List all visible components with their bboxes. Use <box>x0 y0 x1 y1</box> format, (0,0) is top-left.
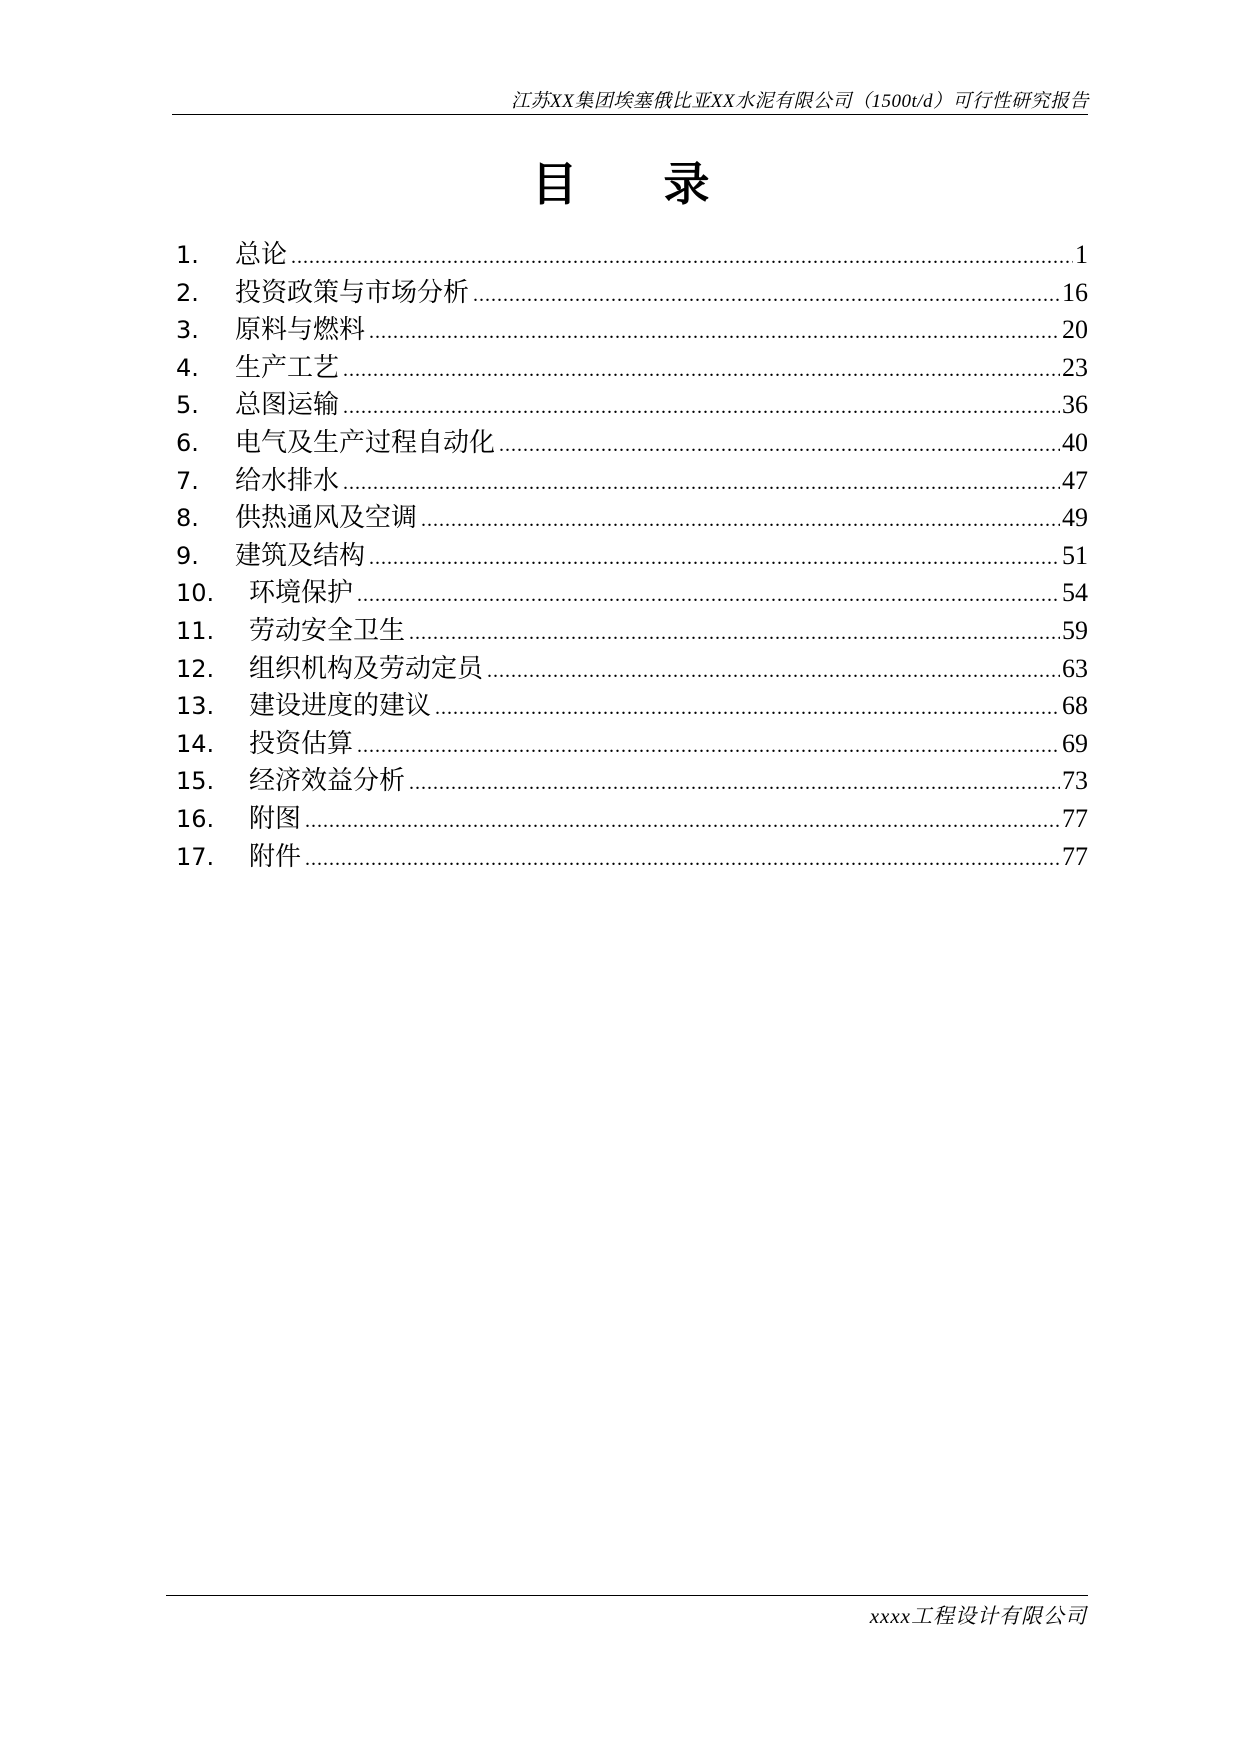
toc-entry-page: 16 <box>1062 277 1088 307</box>
footer-divider <box>166 1595 1088 1596</box>
toc-dot-leader <box>369 540 1060 578</box>
page-title: 目录 <box>531 157 796 211</box>
toc-entry-number: 2. <box>176 278 199 307</box>
toc-entry[interactable] <box>176 499 1088 537</box>
toc-entry-title: 劳动安全卫生 <box>249 615 406 646</box>
toc-dot-leader <box>409 765 1060 803</box>
toc-entry[interactable] <box>176 236 1088 274</box>
toc-dot-leader <box>435 690 1060 728</box>
toc-entry-page: 69 <box>1062 728 1088 758</box>
toc-entry-page: 77 <box>1062 803 1088 833</box>
toc-entry-number: 14. <box>176 729 215 758</box>
toc-entry-number: 12. <box>176 654 215 683</box>
header-text: 江苏XX集团埃塞俄比亚XX水泥有限公司（1500t/d）可行性研究报告 <box>511 91 1089 112</box>
toc-entry[interactable] <box>176 612 1088 650</box>
toc-entry-number: 16. <box>176 804 215 833</box>
toc-entry[interactable] <box>176 424 1088 462</box>
footer-text: xxxx工程设计有限公司 <box>869 1604 1087 1628</box>
toc-entry-title: 总论 <box>235 240 288 270</box>
toc-dot-leader <box>357 728 1060 766</box>
toc-entry-page: 68 <box>1062 691 1088 721</box>
toc-entry-number: 7. <box>176 466 199 495</box>
toc-entry-page: 1 <box>1075 240 1088 269</box>
toc-entry-page: 47 <box>1062 465 1088 495</box>
toc-entry[interactable] <box>176 349 1088 387</box>
toc-dot-leader <box>343 389 1060 427</box>
toc-dot-leader <box>473 277 1060 315</box>
toc-entry-page: 51 <box>1062 540 1088 570</box>
toc-entry-number: 15. <box>176 767 215 796</box>
toc-dot-leader <box>487 653 1060 691</box>
toc-entry-title: 附图 <box>249 803 302 834</box>
toc-entry[interactable] <box>176 386 1088 424</box>
toc-entry-title: 附件 <box>249 841 302 872</box>
toc-entry-title: 给水排水 <box>235 465 340 496</box>
toc-entry-number: 11. <box>176 616 215 645</box>
toc-entry[interactable] <box>176 687 1088 725</box>
toc-entry-title: 生产工艺 <box>235 352 340 383</box>
toc-entry-page: 23 <box>1062 352 1088 382</box>
toc-entry[interactable] <box>176 838 1088 876</box>
toc-entry[interactable] <box>176 650 1088 688</box>
toc-dot-leader <box>421 502 1060 540</box>
header-divider <box>172 114 1088 115</box>
toc-dot-leader <box>343 465 1060 503</box>
toc-entry-number: 10. <box>176 579 215 608</box>
toc-entry-number: 5. <box>176 391 199 420</box>
toc-entry-number: 6. <box>176 428 199 457</box>
toc-dot-leader <box>305 803 1060 841</box>
toc-dot-leader <box>343 352 1060 390</box>
toc-entry-number: 9. <box>176 541 199 570</box>
toc-entry-number: 13. <box>176 692 215 721</box>
toc-entry[interactable] <box>176 274 1088 312</box>
toc-entry-title: 供热通风及空调 <box>235 503 418 534</box>
toc-entry-number: 1. <box>176 241 199 269</box>
toc-entry-title: 电气及生产过程自动化 <box>235 427 496 458</box>
toc-entry-page: 49 <box>1062 503 1088 533</box>
toc-entry-title: 原料与燃料 <box>235 315 366 346</box>
toc-entry[interactable] <box>176 762 1088 800</box>
toc-entry-number: 17. <box>176 842 215 871</box>
toc-entry-number: 4. <box>176 353 199 382</box>
toc-entry-title: 投资政策与市场分析 <box>235 277 470 308</box>
toc-dot-leader <box>369 314 1060 352</box>
toc-entry-title: 总图运输 <box>235 390 340 421</box>
toc-entry-title: 投资估算 <box>249 728 354 759</box>
toc-entry-page: 20 <box>1062 315 1088 345</box>
toc-dot-leader <box>409 615 1060 653</box>
toc-entry-title: 组织机构及劳动定员 <box>249 653 484 684</box>
toc-entry-number: 3. <box>176 316 199 345</box>
toc-entry-title: 环境保护 <box>249 578 354 609</box>
toc-entry-page: 63 <box>1062 653 1088 683</box>
toc-entry[interactable] <box>176 800 1088 838</box>
toc-dot-leader <box>291 239 1073 277</box>
toc-entry-page: 36 <box>1062 390 1088 420</box>
toc-entry[interactable] <box>176 537 1088 575</box>
toc-entry-page: 54 <box>1062 578 1088 608</box>
toc-entry-title: 建设进度的建议 <box>249 691 432 722</box>
toc-entry-page: 77 <box>1062 841 1088 871</box>
table-of-contents <box>176 236 1088 875</box>
toc-entry-page: 59 <box>1062 615 1088 645</box>
toc-dot-leader <box>357 577 1060 615</box>
toc-entry-title: 建筑及结构 <box>235 540 366 571</box>
toc-entry-number: 8. <box>176 504 199 533</box>
toc-entry[interactable] <box>176 725 1088 763</box>
toc-dot-leader <box>499 427 1060 465</box>
toc-entry-page: 40 <box>1062 427 1088 457</box>
toc-entry[interactable] <box>176 311 1088 349</box>
toc-entry-page: 73 <box>1062 766 1088 796</box>
toc-entry[interactable] <box>176 462 1088 500</box>
toc-dot-leader <box>305 841 1060 879</box>
toc-entry[interactable] <box>176 574 1088 612</box>
toc-entry-title: 经济效益分析 <box>249 766 406 797</box>
